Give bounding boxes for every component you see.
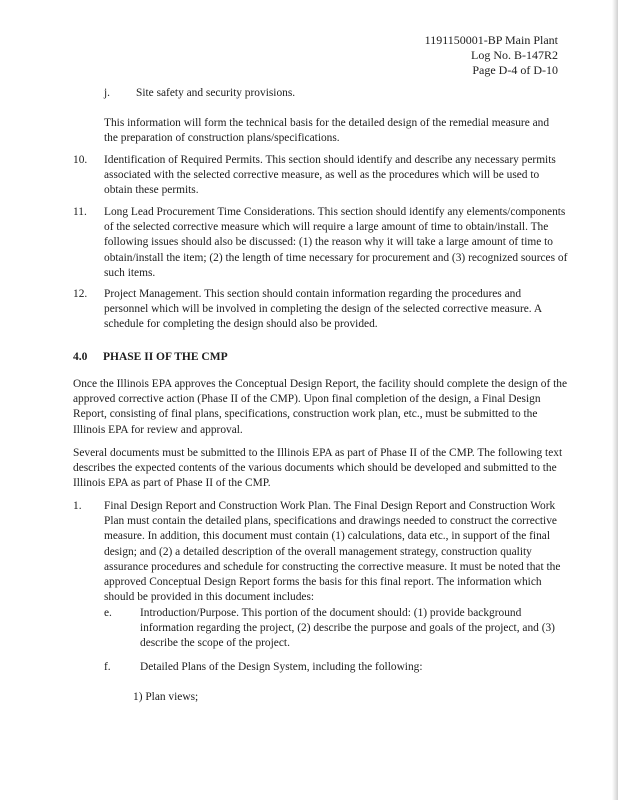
- sub-item-e-marker: e.: [104, 607, 112, 619]
- item-10-text: Identification of Required Permits. This section should identify and describe any necessary permits associated with the selected corrective measure, as well as the procedures which will be used to obtain these permits.: [104, 154, 556, 197]
- list-item-1-number: 1.: [73, 500, 82, 512]
- item-j-marker: j.: [104, 87, 111, 99]
- sub-item-f-marker: f.: [104, 661, 111, 673]
- list-item-1-text: Final Design Report and Construction Work Plan. The Final Design Report and Construction Work Plan must contain the detailed plans, specifications and drawings needed to construct the corrective measure. In addition, this document must contain (1) calculations, data etc., in support of the final design; and (2) a detailed description of the overall management strategy, construction quality assurance procedures and schedule for constructing the corrective measure. It must be noted that the approved Conceptual Design Report forms the basis for this final report. The information which should be provided in this document includes:: [104, 500, 561, 604]
- plan-views-item: 1) Plan views;: [133, 691, 199, 703]
- document-id: 1191150001-BP Main Plant: [424, 33, 558, 47]
- phase-ii-paragraph-2: Several documents must be submitted to the Illinois EPA as part of Phase II of the CMP. The following text describes the expected contents of the various documents which should be developed and submitted to the Illinois EPA as part of Phase II of the CMP.: [73, 447, 563, 490]
- page-header: [425, 33, 558, 78]
- page-number: Page D-4 of D-10: [472, 63, 558, 77]
- item-11-text: Long Lead Procurement Time Considerations. This section should identify any elements/components of the selected corrective measure which will require a large amount of time to obtain/install. The following issues should also be discussed: (1) the reason why it will take a large amount of time to obtain/install the item; (2) the length of time necessary for procurement and (3) recognized sources of such items.: [104, 206, 568, 279]
- item-11-number: 11.: [73, 206, 87, 218]
- item-j-text: Site safety and security provisions.: [136, 87, 296, 99]
- section-heading: [73, 351, 228, 363]
- sub-item-f-text: Detailed Plans of the Design System, including the following:: [140, 661, 423, 673]
- section-number: 4.0: [73, 351, 88, 363]
- basis-paragraph: This information will form the technical basis for the detailed design of the remedial measure and the preparation of construction plans/specifications.: [104, 117, 550, 145]
- sub-item-e-text: Introduction/Purpose. This portion of the document should: (1) provide background information regarding the project, (2) describe the purpose and goals of the project, and (3) describe the scope of the project.: [140, 607, 555, 650]
- item-12-text: Project Management. This section should contain information regarding the procedures and personnel which will be involved in completing the design of the selected corrective measure. A schedule for completing the design should also be provided.: [104, 288, 542, 331]
- phase-ii-paragraph-1: Once the Illinois EPA approves the Conceptual Design Report, the facility should complete the design of the approved corrective action (Phase II of the CMP). Upon final completion of the design, a Final Design Report, consisting of final plans, specifications, construction work plan, etc., must be submitted to the Illinois EPA for review and approval.: [73, 378, 568, 436]
- item-12-number: 12.: [73, 288, 88, 300]
- log-number: Log No. B-147R2: [471, 48, 558, 62]
- section-title: PHASE II OF THE CMP: [103, 351, 228, 363]
- scan-edge-shadow: [612, 0, 618, 800]
- item-10-number: 10.: [73, 154, 88, 166]
